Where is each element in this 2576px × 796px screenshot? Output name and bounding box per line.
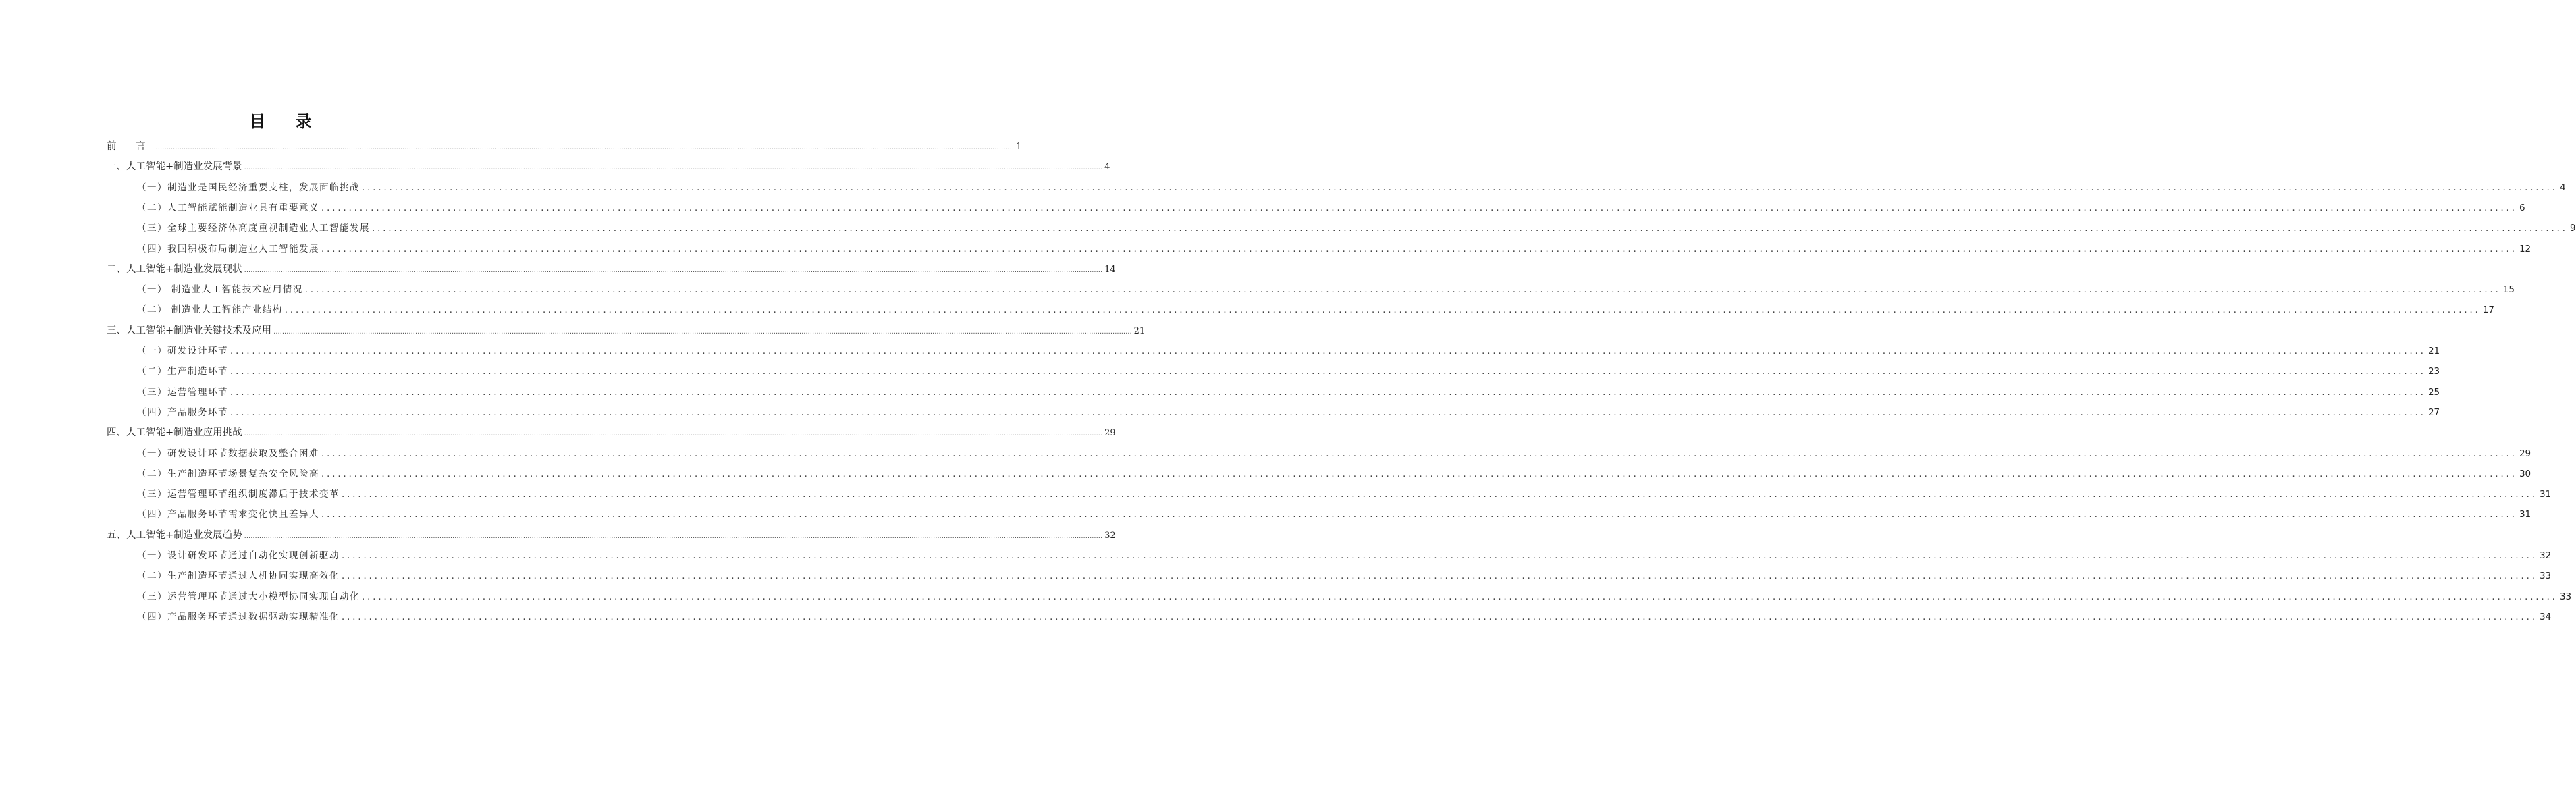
toc-page-number: 34 <box>2539 611 2552 622</box>
toc-entry-label: （一）设计研发环节通过自动化实现创新驱动 <box>137 550 340 561</box>
toc-entry-section <box>137 548 2552 564</box>
toc-entry-label: （四）产品服务环节通过数据驱动实现精准化 <box>137 611 340 622</box>
toc-entry-section <box>137 200 2525 216</box>
toc-page-number: 30 <box>2519 468 2531 479</box>
toc-page-number: 33 <box>2559 591 2572 602</box>
toc-dot-leader: ................................................................................................................................................................................................................................................................................................................................................................................................................ <box>230 346 2426 356</box>
toc-entry-section <box>137 466 2531 482</box>
toc-entry-chapter <box>107 323 1146 339</box>
toc-dot-leader: ................................................................................................................................................................................................................................................................................................................................................................................................................ <box>362 182 2558 193</box>
toc-dot-leader: ................................................................................................................................................................................................................................................................................................................................................................................................................ <box>155 144 1015 151</box>
toc-dot-leader: ................................................................................................................................................................................................................................................................................................................................................................................................................ <box>362 591 2558 602</box>
toc-entry-section <box>137 343 2440 359</box>
toc-page-number: 12 <box>2519 243 2531 255</box>
toc-entry-chapter <box>107 527 1116 543</box>
toc-dot-leader: ................................................................................................................................................................................................................................................................................................................................................................................................................ <box>273 327 1132 336</box>
toc-entry-label: （二） 制造业人工智能产业结构 <box>137 304 283 316</box>
toc-entry-chapter <box>107 159 1110 175</box>
toc-entry-section <box>137 404 2440 421</box>
toc-dot-leader: ................................................................................................................................................................................................................................................................................................................................................................................................................ <box>342 571 2538 582</box>
toc-entry-label: 四、人工智能+制造业应用挑战 <box>107 427 242 439</box>
toc-page-number: 32 <box>2539 550 2552 561</box>
toc-entry-section <box>137 241 2531 257</box>
toc-entry-section <box>137 568 2552 584</box>
toc-entry-label: （四）产品服务环节需求变化快且差异大 <box>137 509 319 521</box>
toc-page-number: 4 <box>1104 162 1110 173</box>
toc-dot-leader: ................................................................................................................................................................................................................................................................................................................................................................................................................ <box>230 407 2426 418</box>
toc-entry-section <box>137 384 2440 400</box>
toc-entry-label: 一、人工智能+制造业发展背景 <box>107 161 242 173</box>
toc-entry-section <box>137 486 2552 502</box>
toc-page-number: 31 <box>2539 489 2552 500</box>
toc-dot-leader: ................................................................................................................................................................................................................................................................................................................................................................................................................ <box>230 367 2426 377</box>
toc-entry-label: 前 言 <box>107 141 154 152</box>
toc-entry-section <box>137 589 2572 605</box>
toc-entry-label: （一）制造业是国民经济重要支柱，发展面临挑战 <box>137 182 360 193</box>
toc-page-number: 4 <box>2559 182 2566 193</box>
toc-page-number: 1 <box>1016 142 1022 152</box>
toc-entry-section <box>137 302 2494 318</box>
toc-page-number: 25 <box>2427 386 2440 398</box>
toc-entry-label: （二）生产制造环节 <box>137 366 228 377</box>
toc-entry-label: （一）研发设计环节 <box>137 346 228 356</box>
toc-dot-leader: ................................................................................................................................................................................................................................................................................................................................................................................................................ <box>321 448 2517 459</box>
toc-entry-chapter <box>107 138 1022 155</box>
toc-page-number: 6 <box>2519 202 2525 213</box>
toc-dot-leader: ................................................................................................................................................................................................................................................................................................................................................................................................................ <box>230 387 2426 398</box>
toc-page-number: 33 <box>2539 571 2552 582</box>
toc-entry-label: （一）研发设计环节数据获取及整合困难 <box>137 448 319 459</box>
toc-page-number: 17 <box>2482 304 2494 316</box>
toc-dot-leader: ................................................................................................................................................................................................................................................................................................................................................................................................................ <box>244 266 1103 274</box>
toc-entry-label: （二）人工智能赋能制造业具有重要意义 <box>137 202 319 213</box>
toc-dot-leader: ................................................................................................................................................................................................................................................................................................................................................................................................................ <box>321 469 2517 479</box>
toc-dot-leader: ................................................................................................................................................................................................................................................................................................................................................................................................................ <box>244 430 1103 438</box>
page-title: 目 录 <box>249 112 324 131</box>
toc-page-number: 21 <box>1133 325 1146 336</box>
toc-dot-leader: ................................................................................................................................................................................................................................................................................................................................................................................................................ <box>372 223 2568 234</box>
toc-entry-section <box>137 609 2552 625</box>
toc-entry-label: （三）运营管理环节通过大小模型协同实现自动化 <box>137 591 360 602</box>
toc-entry-label: （四）产品服务环节 <box>137 406 228 418</box>
toc-page-number: 15 <box>2502 284 2515 296</box>
toc-dot-leader: ................................................................................................................................................................................................................................................................................................................................................................................................................ <box>321 244 2517 255</box>
toc-page-number: 31 <box>2519 509 2531 521</box>
toc-entry-label: 二、人工智能+制造业发展现状 <box>107 263 242 275</box>
toc-dot-leader: ................................................................................................................................................................................................................................................................................................................................................................................................................ <box>342 612 2538 622</box>
toc-entry-chapter <box>107 425 1116 441</box>
toc-dot-leader: ................................................................................................................................................................................................................................................................................................................................................................................................................ <box>321 510 2517 521</box>
toc-page-number: 29 <box>1104 428 1116 439</box>
toc-entry-label: （三）运营管理环节组织制度滞后于技术变革 <box>137 489 340 500</box>
toc-entry-label: （三）全球主要经济体高度重视制造业人工智能发展 <box>137 223 370 234</box>
toc-entry-section <box>137 282 2515 298</box>
toc-entry-section <box>137 180 2566 196</box>
toc-dot-leader: ................................................................................................................................................................................................................................................................................................................................................................................................................ <box>321 203 2517 213</box>
toc-entry-label: （一） 制造业人工智能技术应用情况 <box>137 284 303 296</box>
toc-entry-label: 五、人工智能+制造业发展趋势 <box>107 529 242 541</box>
toc-dot-leader: ................................................................................................................................................................................................................................................................................................................................................................................................................ <box>244 532 1103 540</box>
toc-entry-label: （四）我国积极布局制造业人工智能发展 <box>137 243 319 255</box>
toc-page-number: 21 <box>2427 346 2440 356</box>
toc-entry-section <box>137 506 2531 523</box>
toc-entry-label: 三、人工智能+制造业关键技术及应用 <box>107 325 272 336</box>
toc-entry-section <box>137 363 2440 379</box>
toc-dot-leader: ................................................................................................................................................................................................................................................................................................................................................................................................................ <box>342 489 2538 500</box>
toc-page-number: 9 <box>2569 223 2576 234</box>
toc-entry-section <box>137 220 2576 236</box>
toc-page-number: 14 <box>1104 264 1116 275</box>
toc-entry-label: （二）生产制造环节通过人机协同实现高效化 <box>137 571 340 582</box>
toc-page-number: 23 <box>2427 366 2440 377</box>
toc-dot-leader: ................................................................................................................................................................................................................................................................................................................................................................................................................ <box>284 305 2481 316</box>
toc-entry-chapter <box>107 261 1116 277</box>
toc-dot-leader: ................................................................................................................................................................................................................................................................................................................................................................................................................ <box>342 551 2538 561</box>
toc-dot-leader: ................................................................................................................................................................................................................................................................................................................................................................................................................ <box>244 164 1103 172</box>
toc-page-number: 32 <box>1104 530 1116 541</box>
toc-entry-section <box>137 446 2531 462</box>
toc-page-number: 27 <box>2427 406 2440 418</box>
toc-dot-leader: ................................................................................................................................................................................................................................................................................................................................................................................................................ <box>304 285 2501 296</box>
toc-entry-label: （三）运营管理环节 <box>137 386 228 398</box>
toc-page-number: 29 <box>2519 448 2531 459</box>
toc-entry-label: （二）生产制造环节场景复杂安全风险高 <box>137 468 319 479</box>
